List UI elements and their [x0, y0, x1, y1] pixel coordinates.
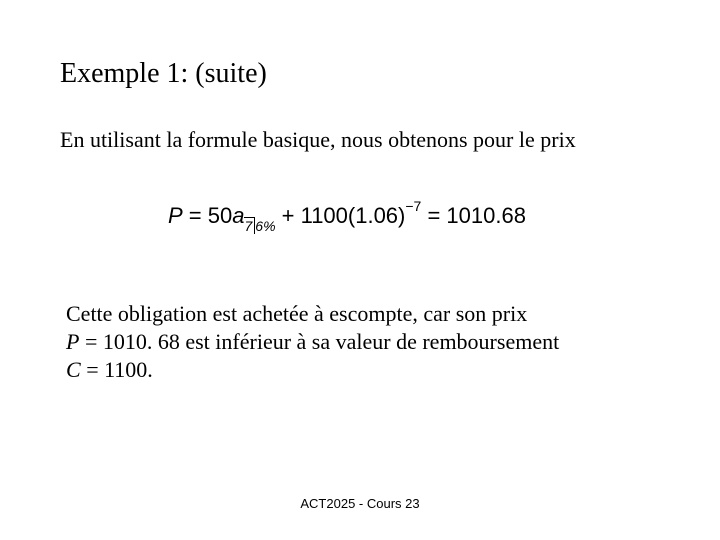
paragraph-line-2: [66, 328, 559, 356]
slide-title: Exemple 1: (suite): [60, 58, 267, 89]
formula-rate: 6%: [255, 218, 276, 234]
paragraph-line-3: [66, 356, 559, 384]
formula-lhs: P: [168, 203, 183, 228]
var-p: P: [66, 329, 80, 354]
intro-text: En utilisant la formule basique, nous obtenons pour le prix: [60, 127, 576, 152]
var-c: C: [66, 357, 81, 382]
formula-eq2: = 1010.68: [421, 203, 526, 228]
formula-angle-n: 7: [244, 217, 255, 234]
formula-eq1: = 50: [182, 203, 233, 228]
formula-exponent: −7: [405, 198, 422, 214]
explanation-paragraph: [66, 300, 559, 384]
formula-plus-term: + 1100(1.06): [275, 203, 406, 228]
paragraph-line-1: Cette obligation est achetée à escompte, car son prix: [66, 301, 528, 326]
formula-annuity-subscript: [244, 219, 275, 233]
formula-annuity-symbol: a: [232, 203, 245, 228]
paragraph-line-2-text: = 1010. 68 est inférieur à sa valeur de remboursement: [79, 329, 560, 354]
price-formula: [168, 196, 526, 236]
slide-footer: ACT2025 - Cours 23: [300, 496, 420, 511]
paragraph-line-3-text: = 1100.: [80, 357, 153, 382]
